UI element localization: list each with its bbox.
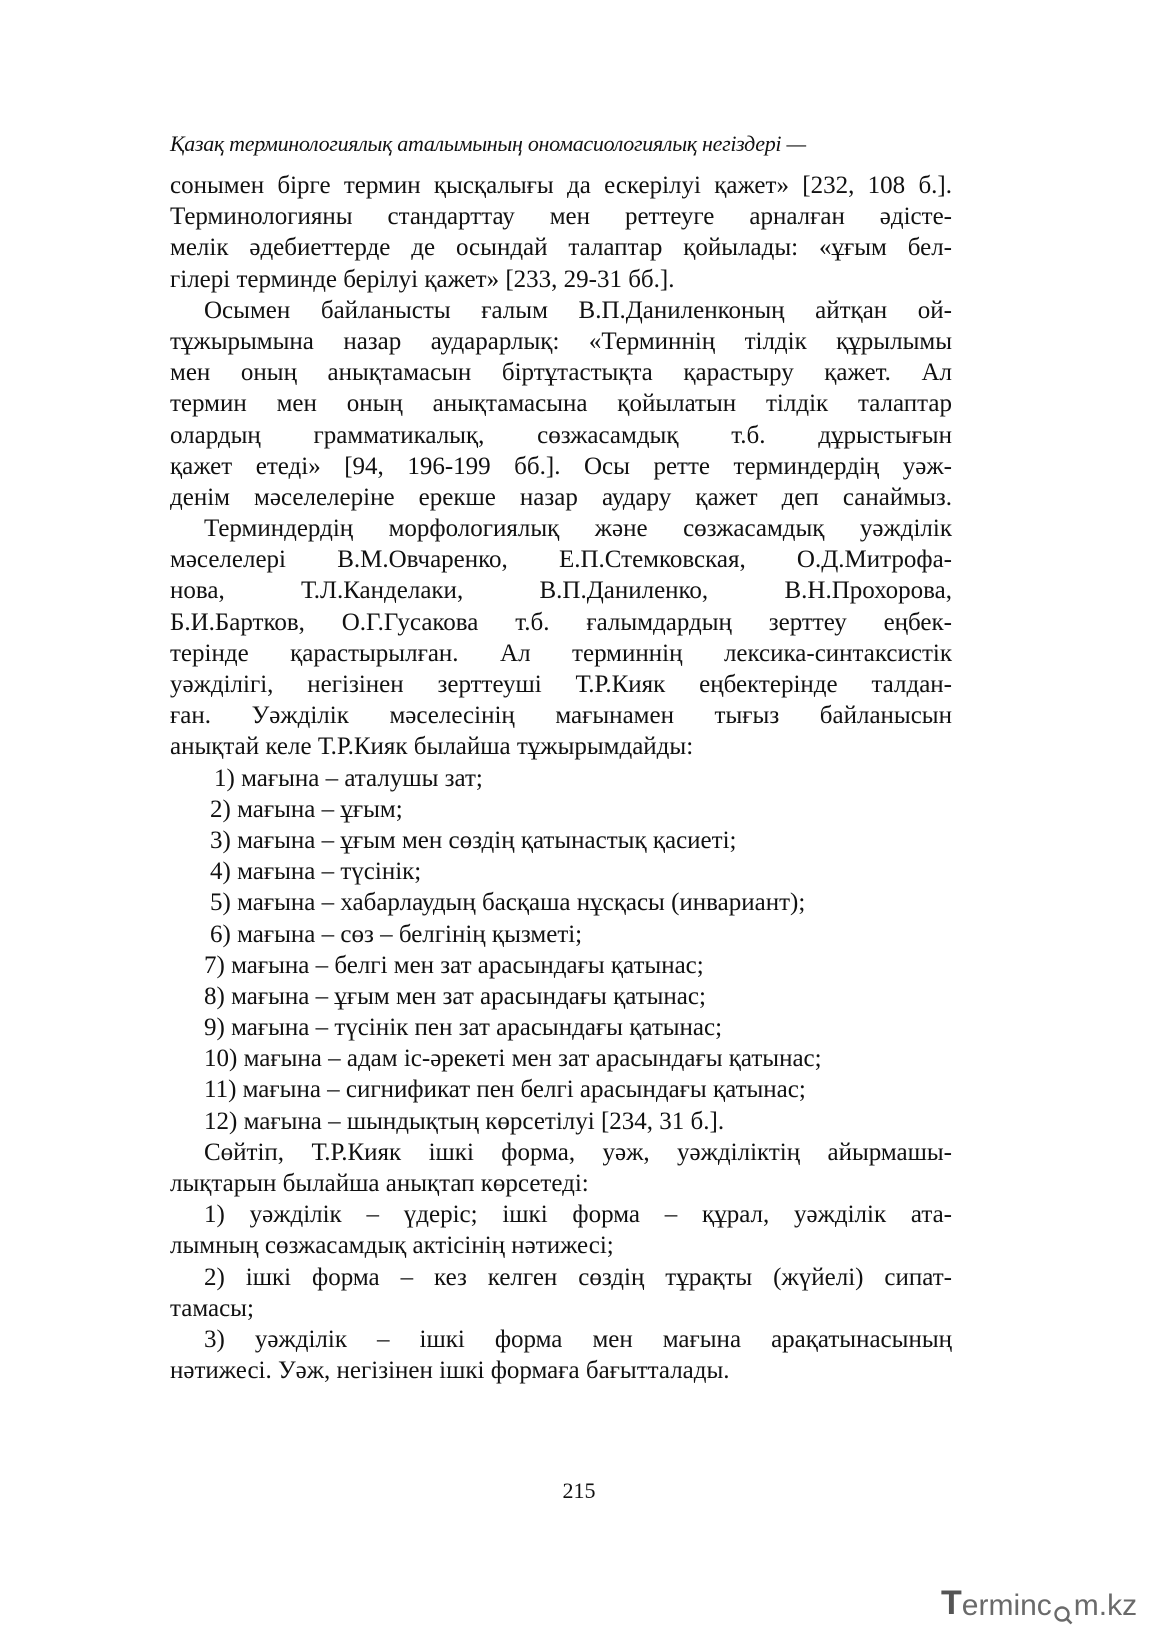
page-number: 215 <box>562 1478 596 1503</box>
text-line: анықтай келе Т.Р.Кияк былайша тұжырымдайды: <box>170 733 694 761</box>
body-text <box>170 170 952 1386</box>
text-line: ған. Уәжділік мәселесінің мағынамен тығыз байланысын <box>170 702 952 730</box>
text-line: 6) мағына – сөз – белгінің қызметі; <box>210 920 583 948</box>
text-line: олардың грамматикалық, сөзжасамдық т.б. дұрыстығын <box>170 421 952 449</box>
text-line: лымның сөзжасамдық актісінің нәтижесі; <box>170 1232 614 1260</box>
text-line: 8) мағына – ұғым мен зат арасындағы қатынас; <box>204 982 706 1010</box>
text-line: 12) мағына – шындықтың көрсетілуі [234, 31 б.]. <box>204 1107 725 1135</box>
text-line: тұжырымына назар аударарлық: «Терминнің тілдік құрылымы <box>170 327 952 355</box>
text-line: терінде қарастырылған. Ал терминнің лексика-синтаксистік <box>170 639 952 667</box>
text-line: сонымен бірге термин қысқалығы да ескерілуі қажет» [232, 108 б.]. <box>170 172 952 199</box>
text-line: уәжділігі, негізінен зерттеуші Т.Р.Кияк еңбектерінде талдан- <box>170 671 952 698</box>
text-line: 1) уәжділік – үдеріс; ішкі форма – құрал, уәжділік ата- <box>204 1201 952 1229</box>
magnifier-icon <box>1053 1599 1073 1619</box>
watermark-text-suffix: m.kz <box>1073 1589 1138 1622</box>
watermark-text-mid: erminc <box>961 1589 1052 1622</box>
text-line: Терминдердің морфологиялық және сөзжасамдық уәжділік <box>204 515 952 543</box>
text-line: 2) ішкі форма – кез келген сөздің тұрақты (жүйелі) сипат- <box>204 1263 952 1291</box>
text-line: 2) мағына – ұғым; <box>210 795 403 823</box>
text-line: Осымен байланысты ғалым В.П.Даниленконың айтқан ой- <box>204 296 952 324</box>
text-line: 5) мағына – хабарлаудың басқаша нұсқасы (инвариант); <box>210 889 806 917</box>
text-line: 9) мағына – түсінік пен зат арасындағы қатынас; <box>204 1014 723 1042</box>
text-line: 4) мағына – түсінік; <box>210 858 422 886</box>
text-line: нәтижесі. Уәж, негізінен ішкі формаға бағытталады. <box>170 1357 730 1385</box>
text-line: 7) мағына – белгі мен зат арасындағы қатынас; <box>204 951 704 979</box>
text-line: қажет етеді» [94, 196-199 бб.]. Осы ретте терминдердің уәж- <box>170 452 952 480</box>
text-line: 10) мағына – адам іс-әрекеті мен зат арасындағы қатынас; <box>204 1045 822 1073</box>
watermark-initial: T <box>941 1584 962 1622</box>
text-line: 11) мағына – сигнификат пен белгі арасындағы қатынас; <box>204 1076 806 1104</box>
text-line: Сөйтіп, Т.Р.Кияк ішкі форма, уәж, уәжділіктің айырмашы- <box>204 1138 952 1166</box>
text-line: лықтарын былайша анықтап көрсетеді: <box>170 1170 589 1197</box>
text-line: Терминологияны стандарттау мен реттеуге арналған әдісте- <box>170 203 952 231</box>
watermark-logo <box>941 1584 1138 1623</box>
running-head: Қазақ терминологиялық аталымының ономасиологиялық негіздері — <box>170 131 806 156</box>
text-line: 3) уәжділік – ішкі форма мен мағына арақатынасының <box>204 1325 952 1353</box>
text-line: нова, Т.Л.Канделаки, В.П.Даниленко, В.Н.Прохорова, <box>170 577 952 605</box>
text-line: термин мен оның анықтамасына қойылатын тілдік талаптар <box>170 390 952 418</box>
text-line: 3) мағына – ұғым мен сөздің қатынастық қасиеті; <box>210 826 737 854</box>
text-line: 1) мағына – аталушы зат; <box>214 764 483 792</box>
text-line: мелік әдебиеттерде де осындай талаптар қойылады: «ұғым бел- <box>170 234 952 262</box>
text-line: мәселелері В.М.Овчаренко, Е.П.Стемковская, О.Д.Митрофа- <box>170 546 952 574</box>
text-line: гілері терминде берілуі қажет» [233, 29-31 бб.]. <box>170 265 675 293</box>
text-line: мен оның анықтамасын біртұтастықта қарастыру қажет. Ал <box>170 359 952 387</box>
text-line: тамасы; <box>170 1294 254 1322</box>
text-line: Б.И.Бартков, О.Г.Гусакова т.б. ғалымдардың зерттеу еңбек- <box>170 608 952 636</box>
text-line: денім мәселелеріне ерекше назар аудару қажет деп санаймыз. <box>170 483 952 511</box>
